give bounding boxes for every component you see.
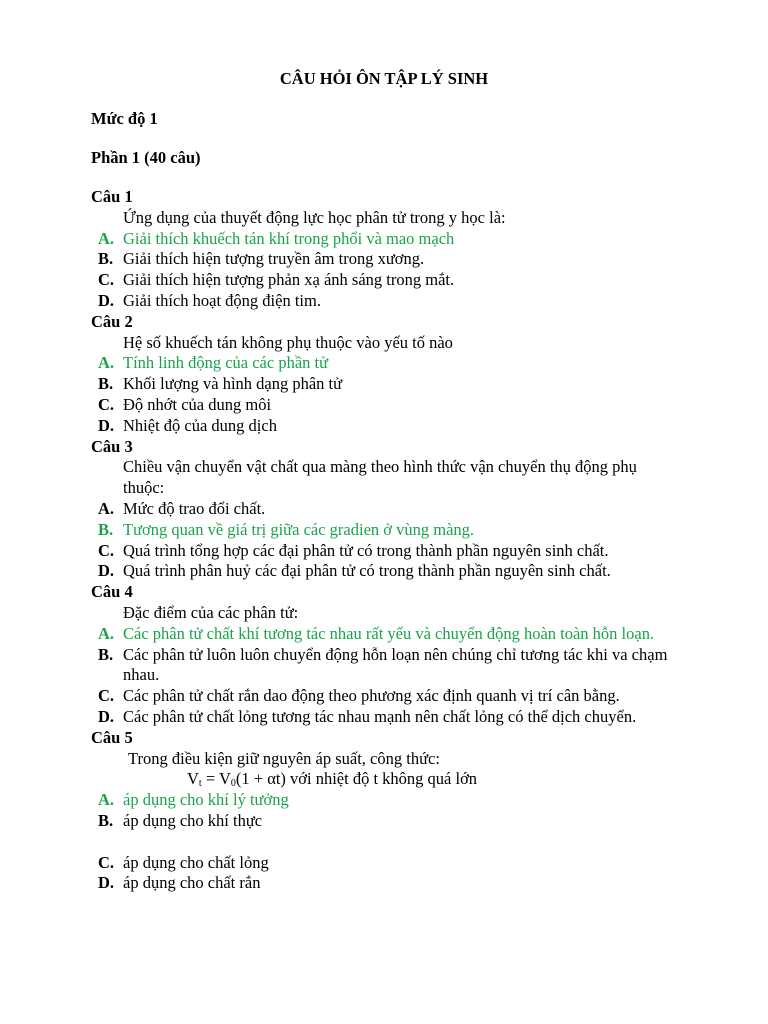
question-stem: Trong điều kiện giữ nguyên áp suất, công thức: bbox=[128, 748, 440, 768]
option-letter: A. bbox=[98, 498, 115, 518]
option-text: Khối lượng và hình dạng phân tử bbox=[123, 374, 343, 394]
option-text: áp dụng cho chất rắn bbox=[123, 873, 261, 893]
option-letter: C. bbox=[98, 852, 115, 872]
question-1 bbox=[91, 187, 681, 312]
question-label: Câu 5 bbox=[91, 727, 133, 747]
question-stem: Hệ số khuếch tán không phụ thuộc vào yếu tố nào bbox=[123, 332, 453, 352]
option-letter: D. bbox=[98, 415, 115, 435]
option-c bbox=[91, 686, 681, 707]
option-letter: A. bbox=[98, 228, 115, 248]
option-letter: C. bbox=[98, 270, 115, 290]
formula-rest: (1 + αt) với nhiệt độ t không quá lớn bbox=[235, 769, 478, 789]
option-a bbox=[91, 499, 681, 520]
option-text: áp dụng cho khí thực bbox=[123, 810, 263, 830]
option-a bbox=[91, 790, 681, 811]
question-label: Câu 2 bbox=[91, 311, 133, 331]
formula bbox=[91, 769, 681, 790]
option-b bbox=[91, 645, 681, 687]
question-3 bbox=[91, 437, 681, 583]
question-label: Câu 3 bbox=[91, 436, 133, 456]
question-label: Câu 4 bbox=[91, 582, 133, 602]
option-letter: B. bbox=[98, 810, 114, 830]
question-2 bbox=[91, 312, 681, 437]
option-d bbox=[91, 291, 681, 312]
option-text: Tính linh động của các phần tử bbox=[123, 353, 329, 373]
option-letter: A. bbox=[98, 790, 115, 810]
formula-subscript: t bbox=[198, 778, 202, 790]
option-letter: C. bbox=[98, 394, 115, 414]
option-letter: C. bbox=[98, 540, 115, 560]
page-title: CÂU HỎI ÔN TẬP LÝ SINH bbox=[279, 69, 489, 88]
option-letter: C. bbox=[98, 686, 115, 706]
option-b bbox=[91, 811, 681, 832]
question-list bbox=[91, 187, 681, 894]
option-text: áp dụng cho chất lỏng bbox=[123, 852, 269, 872]
option-c bbox=[91, 270, 681, 291]
option-text: Nhiệt độ của dung dịch bbox=[123, 415, 277, 435]
option-text: Các phân tử chất rắn dao động theo phương xác định quanh vị trí cân bằng. bbox=[123, 686, 620, 706]
option-letter: D. bbox=[98, 873, 115, 893]
option-letter: B. bbox=[98, 249, 114, 269]
option-letter: D. bbox=[98, 706, 115, 726]
question-4 bbox=[91, 582, 681, 728]
option-text: Mức độ trao đổi chất. bbox=[123, 498, 266, 518]
option-a bbox=[91, 229, 681, 250]
option-text: Các phân tử luôn luôn chuyển động hỗn loạn nên chúng chỉ tương tác khi va chạm nhau. bbox=[123, 644, 668, 685]
blank-line bbox=[91, 832, 681, 853]
option-text: Giải thích hiện tượng truyền âm trong xương. bbox=[123, 249, 425, 269]
formula-equals: = V bbox=[201, 769, 231, 789]
option-text: Độ nhớt của dung môi bbox=[123, 394, 272, 414]
option-b bbox=[91, 374, 681, 395]
option-b bbox=[91, 249, 681, 270]
formula-variable: V bbox=[187, 769, 199, 789]
option-text: áp dụng cho khí lý tưởng bbox=[123, 790, 289, 810]
option-text: Quá trình tổng hợp các đại phân tử có trong thành phần nguyên sinh chất. bbox=[123, 540, 609, 560]
question-stem: Ứng dụng của thuyết động lực học phân tử trong y học là: bbox=[123, 207, 506, 227]
question-label: Câu 1 bbox=[91, 187, 133, 206]
level-heading: Mức độ 1 bbox=[91, 109, 158, 128]
option-a bbox=[91, 353, 681, 374]
option-letter: D. bbox=[98, 290, 115, 310]
option-d bbox=[91, 873, 681, 894]
option-letter: B. bbox=[98, 644, 114, 664]
question-stem: Chiều vận chuyển vật chất qua màng theo hình thức vận chuyển thụ động phụ thuộc: bbox=[123, 457, 637, 498]
option-text: Các phân tử chất lỏng tương tác nhau mạnh nên chất lỏng có thể dịch chuyển. bbox=[123, 706, 637, 726]
option-letter: A. bbox=[98, 353, 115, 373]
question-stem: Đặc điểm của các phân tử: bbox=[123, 602, 299, 622]
option-c bbox=[91, 541, 681, 562]
option-b bbox=[91, 520, 681, 541]
option-letter: B. bbox=[98, 374, 114, 394]
option-d bbox=[91, 561, 681, 582]
option-text: Giải thích hoạt động điện tim. bbox=[123, 290, 321, 310]
option-d bbox=[91, 416, 681, 437]
option-letter: B. bbox=[98, 519, 114, 539]
option-letter: D. bbox=[98, 561, 115, 581]
option-c bbox=[91, 853, 681, 874]
option-letter: A. bbox=[98, 623, 115, 643]
option-c bbox=[91, 395, 681, 416]
part-heading: Phần 1 (40 câu) bbox=[91, 148, 201, 167]
option-a bbox=[91, 624, 681, 645]
option-text: Quá trình phân huỷ các đại phân tử có trong thành phần nguyên sinh chất. bbox=[123, 561, 611, 581]
option-d bbox=[91, 707, 681, 728]
option-text: Giải thích hiện tượng phản xạ ánh sáng trong mắt. bbox=[123, 270, 455, 290]
option-text: Giải thích khuếch tán khí trong phổi và mao mạch bbox=[123, 228, 455, 248]
formula-subscript: 0 bbox=[230, 778, 236, 790]
option-text: Các phân tử chất khí tương tác nhau rất yếu và chuyển động hoàn toàn hỗn loạn. bbox=[123, 623, 655, 643]
question-5 bbox=[91, 728, 681, 894]
option-text: Tương quan về giá trị giữa các gradien ở vùng màng. bbox=[123, 519, 475, 539]
